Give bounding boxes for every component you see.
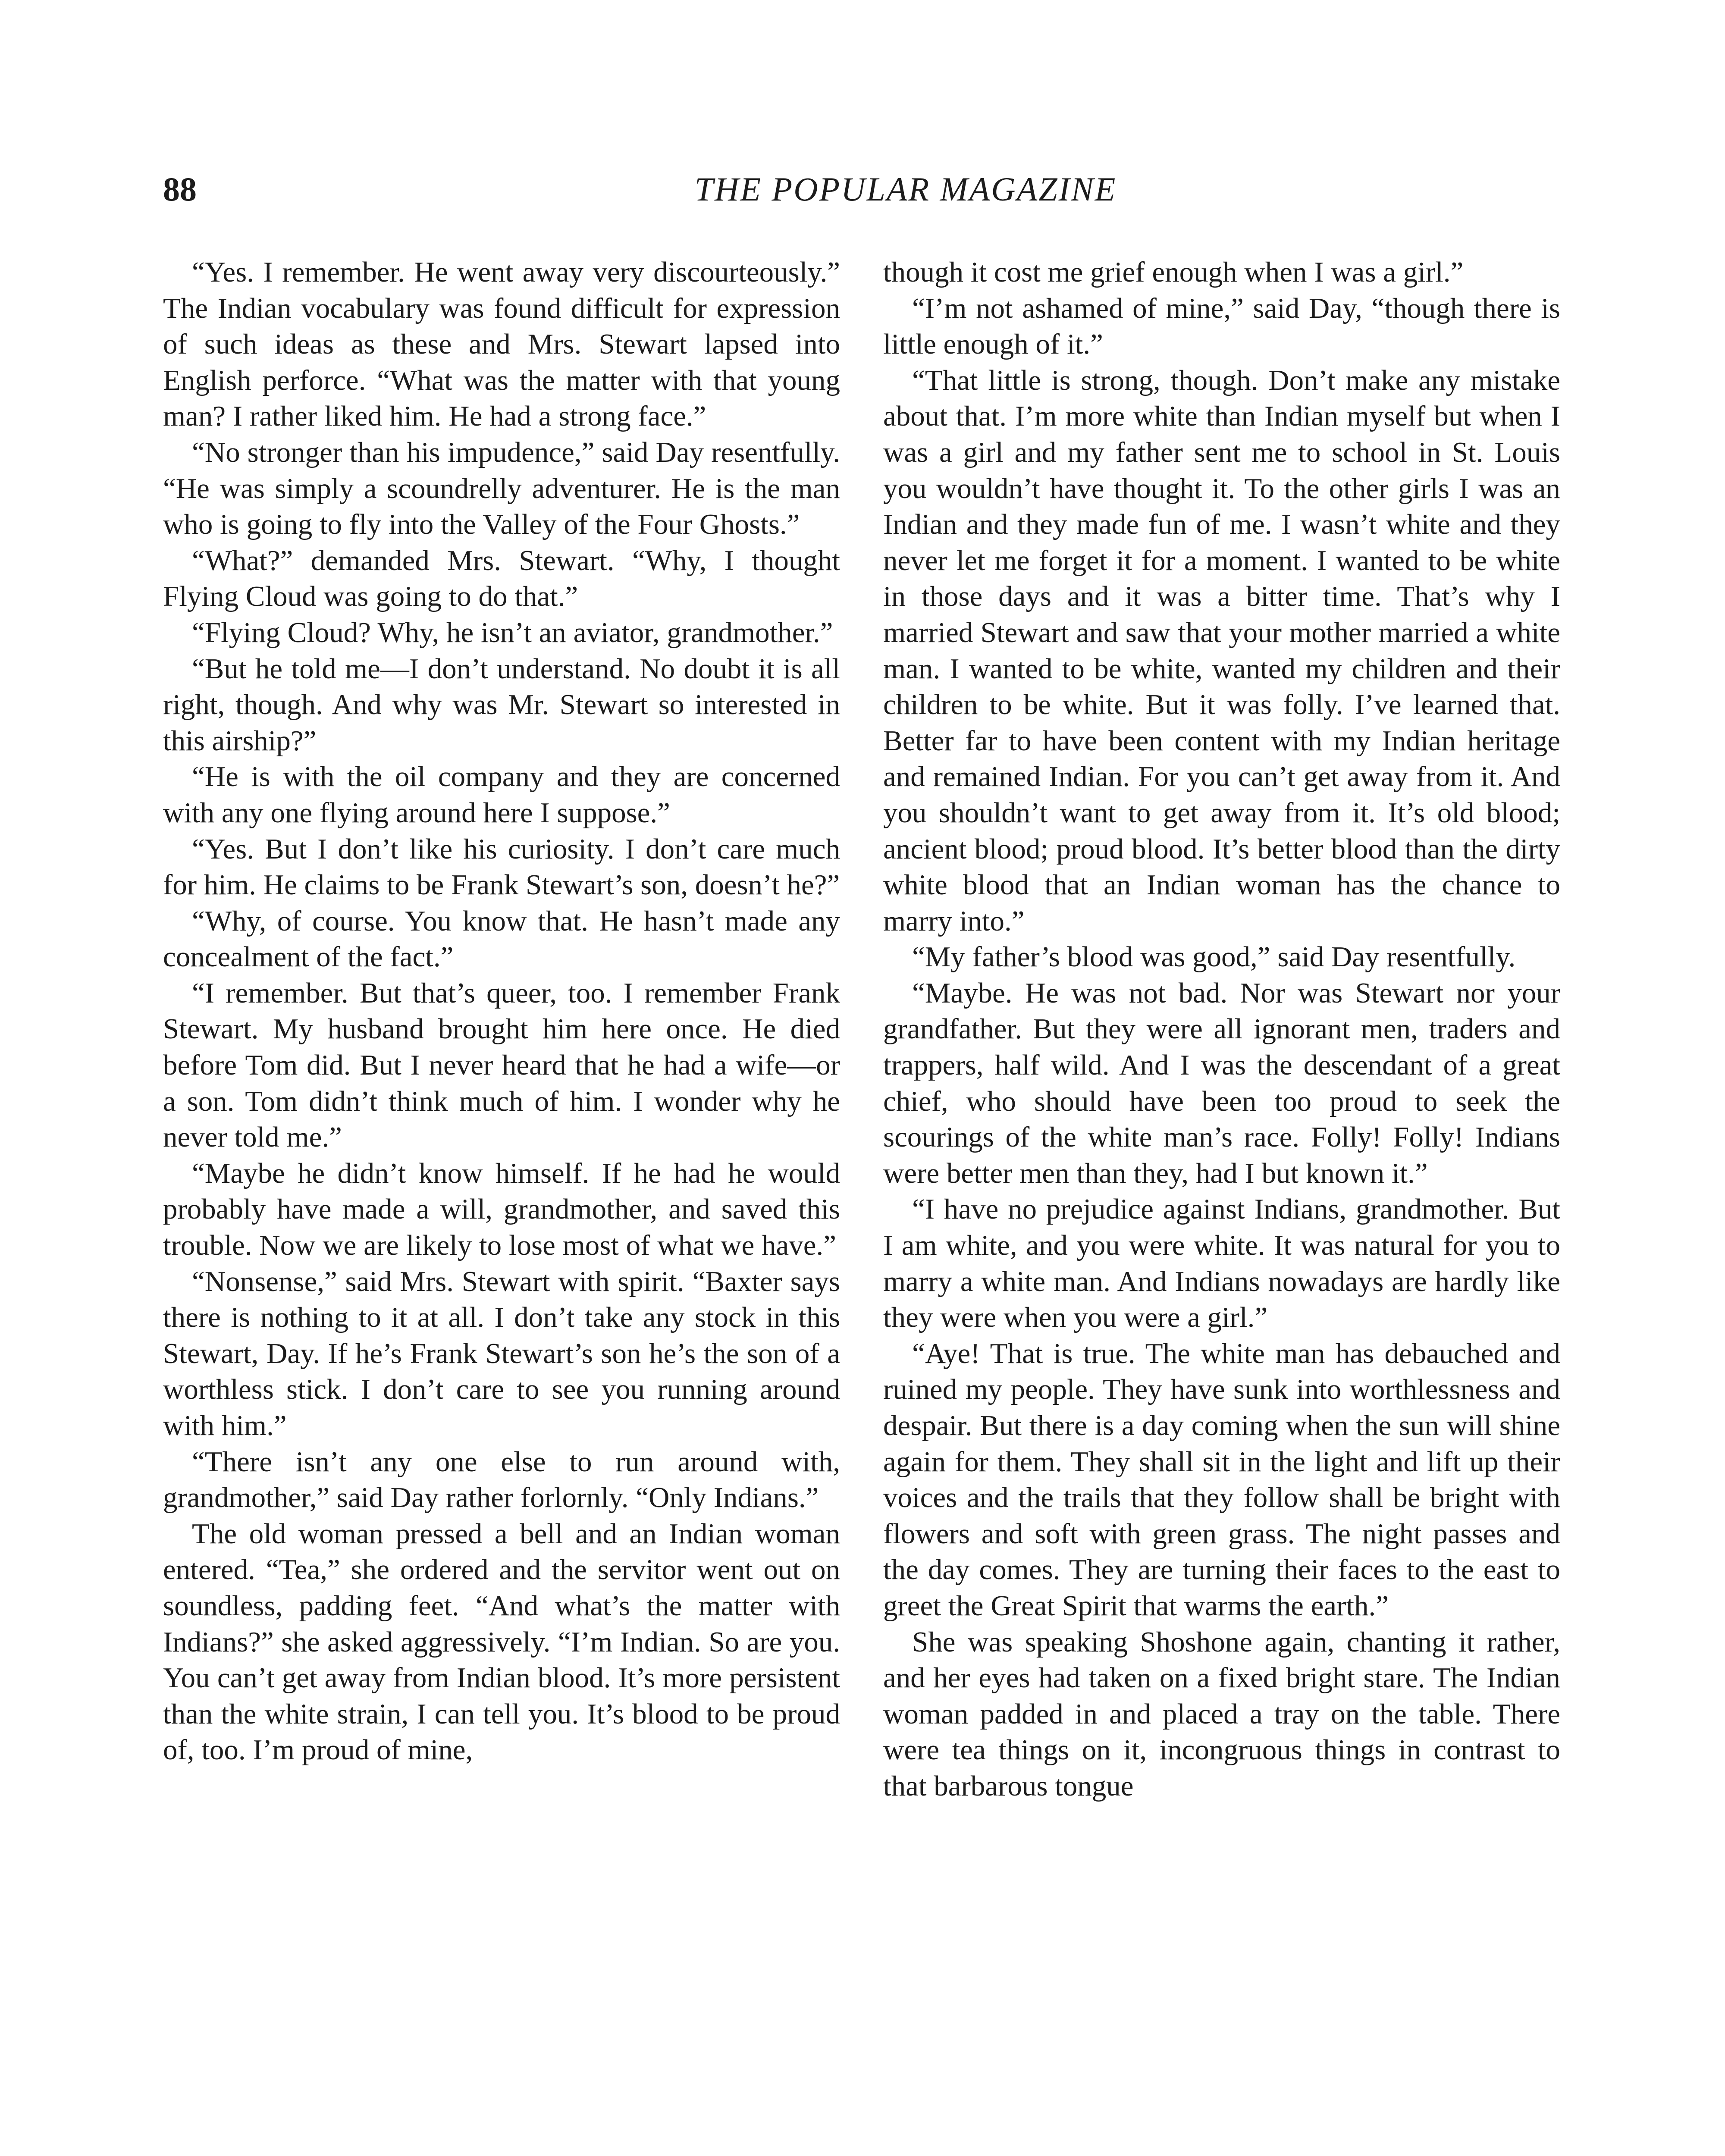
paragraph: “Maybe he didn’t know himself. If he had he would probably have made a will, grandmother, and saved this trouble. Now we are likely to lose most of what we have.” [163, 1157, 840, 1262]
paragraph: “I’m not ashamed of mine,” said Day, “though there is little enough of it.” [883, 292, 1560, 360]
running-title: THE POPULAR MAGAZINE [694, 170, 1117, 208]
paragraph: The old woman pressed a bell and an Indian woman entered. “Tea,” she ordered and the servitor went out on soundless, padding feet. “And what’s the matter with Indians?” she asked aggressively. “I’m Indian. So are you. You can’t get away from Indian blood. It’s more persistent than the white strain, I can tell you. It’s blood to be proud of, too. I’m proud of mine, [163, 1517, 840, 1766]
paragraph: “Why, of course. You know that. He hasn’t made any concealment of the fact.” [163, 905, 840, 973]
paragraph: “Aye! That is true. The white man has debauched and ruined my people. They have sunk into worthlessness and despair. But there is a day coming when the sun will shine again for them. They shall sit in the light and lift up their voices and the trails that they follow shall be bright with flowers and soft with green grass. The night passes and the day comes. They are turning their faces to the east to greet the Great Spirit that warms the earth.” [883, 1337, 1560, 1622]
paragraph: “Yes. I remember. He went away very discourteously.” The Indian vocabulary was found difficult for expression of such ideas as these and Mrs. Stewart lapsed into English perforce. “What was the matter with that young man? I rather liked him. He had a strong face.” [163, 256, 840, 432]
page-number: 88 [163, 170, 197, 208]
paragraph: “I have no prejudice against Indians, grandmother. But I am white, and you were white. It was natural for you to marry a white man. And Indians nowadays are hardly like they were when you were a girl.” [883, 1193, 1560, 1334]
paragraph: “But he told me—I don’t understand. No doubt it is all right, though. And why was Mr. Stewart so interested in this airship?” [163, 652, 840, 757]
left-column [163, 254, 840, 1768]
paragraph: “That little is strong, though. Don’t make any mistake about that. I’m more white than Indian myself but when I was a girl and my father sent me to school in St. Louis you wouldn’t have thought it. To the other girls I was an Indian and they made fun of me. I wasn’t white and they never let me forget it for a moment. I wanted to be white in those days and it was a bitter time. That’s why I married Stewart and saw that your mother married a white man. I wanted to be white, wanted my children and their children to be white. But it was folly. I’ve learned that. Better far to have been content with my Indian heritage and remained Indian. For you can’t get away from it. And you shouldn’t want to get away from it. It’s old blood; ancient blood; proud blood. It’s better blood than the dirty white blood that an Indian woman has the chance to marry into.” [883, 364, 1560, 937]
paragraph-continued: though it cost me grief enough when I was a girl.” [883, 256, 1464, 288]
paragraph: “Maybe. He was not bad. Nor was Stewart nor your grandfather. But they were all ignorant men, traders and trappers, half wild. And I was the descendant of a great chief, who should have been too proud to seek the scourings of the white man’s race. Folly! Folly! Indians were better men than they, had I but known it.” [883, 977, 1560, 1189]
right-column [883, 254, 1560, 1805]
paragraph: “I remember. But that’s queer, too. I remember Frank Stewart. My husband brought him here once. He died before Tom did. But I never heard that he had a wife—or a son. Tom didn’t think much of him. I wonder why he never told me.” [163, 977, 840, 1153]
paragraph: “He is with the oil company and they are concerned with any one flying around here I suppose.” [163, 761, 840, 829]
paragraph: She was speaking Shoshone again, chanting it rather, and her eyes had taken on a fixed bright stare. The Indian woman padded in and placed a tray on the table. There were tea things on it, incongruous things in contrast to that barbarous tongue [883, 1626, 1560, 1802]
paragraph: “What?” demanded Mrs. Stewart. “Why, I thought Flying Cloud was going to do that.” [163, 544, 840, 613]
paragraph: “There isn’t any one else to run around with, grandmother,” said Day rather forlornly. “Only Indians.” [163, 1445, 840, 1514]
paragraph: “My father’s blood was good,” said Day resentfully. [912, 941, 1516, 973]
paragraph: “Nonsense,” said Mrs. Stewart with spirit. “Baxter says there is nothing to it at all. I don’t take any stock in this Stewart, Day. If he’s Frank Stewart’s son he’s the son of a worthless stick. I don’t care to see you running around with him.” [163, 1265, 840, 1442]
paragraph: “No stronger than his impudence,” said Day resentfully. “He was simply a scoundrelly adventurer. He is the man who is going to fly into the Valley of the Four Ghosts.” [163, 436, 840, 541]
paragraph: “Flying Cloud? Why, he isn’t an aviator, grandmother.” [192, 616, 833, 649]
paragraph: “Yes. But I don’t like his curiosity. I don’t care much for him. He claims to be Frank Stewart’s son, doesn’t he?” [163, 833, 840, 901]
